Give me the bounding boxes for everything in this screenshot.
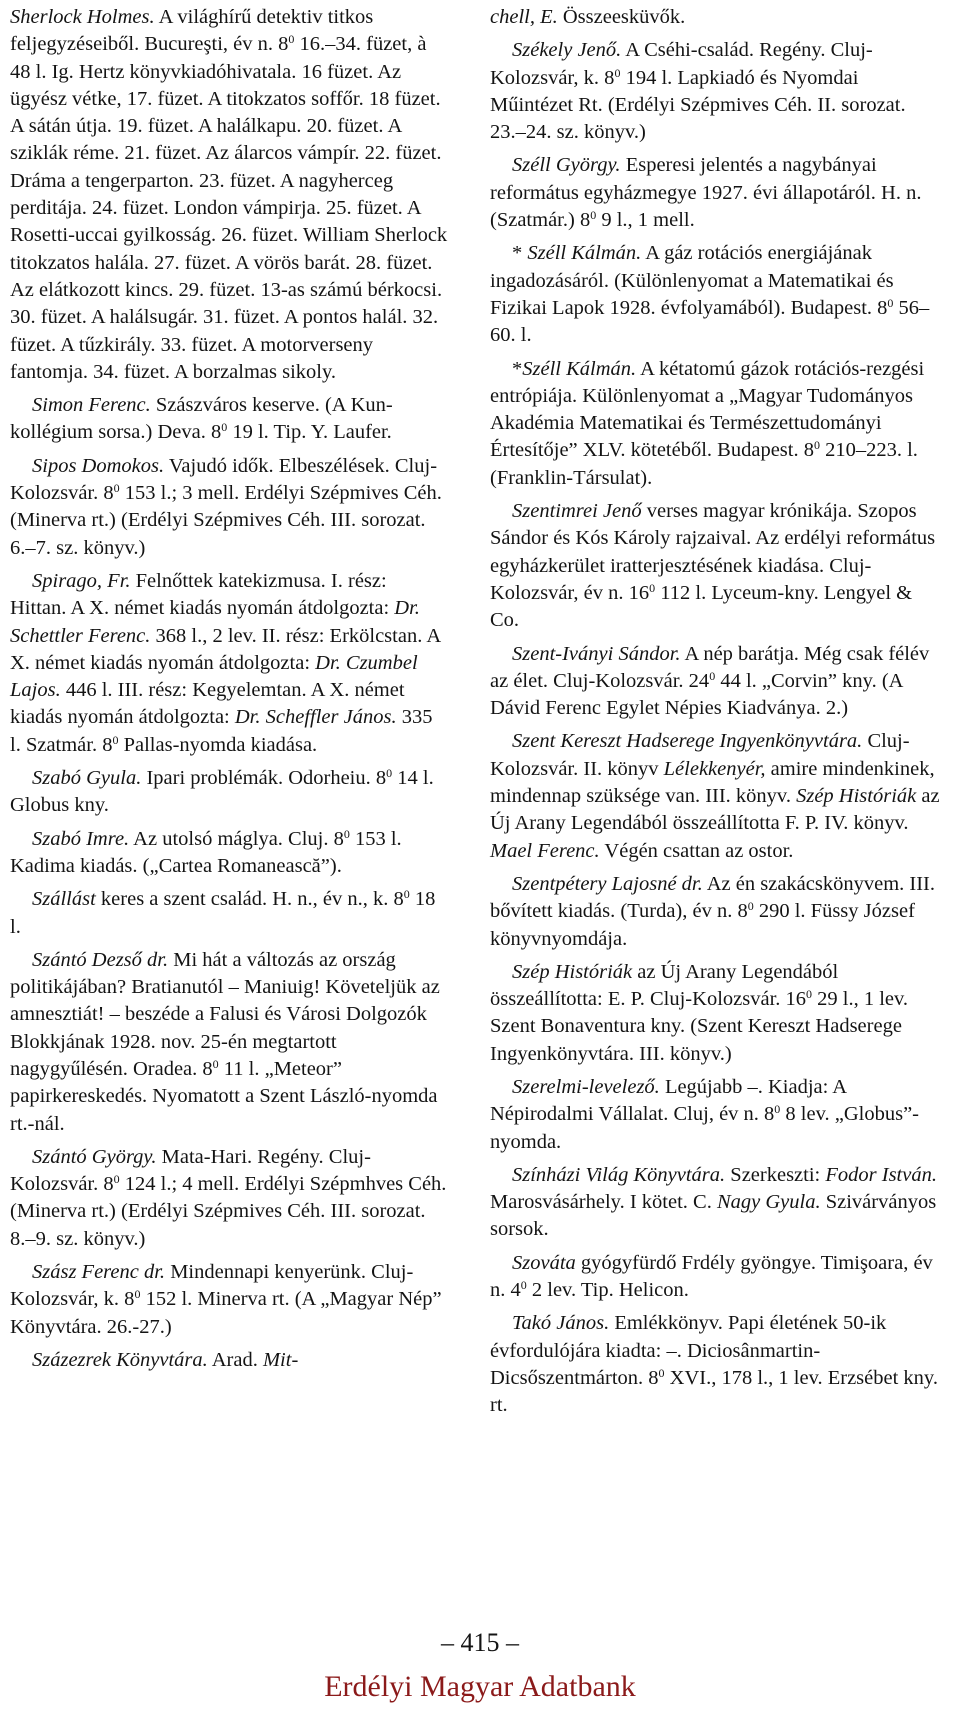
entry-text: 290 l. Füssy József könyvnyomdája.	[490, 900, 915, 950]
entry-text: 11 l. „Meteor” papirkereskedés. Nyomatott a Szent László-nyomda rt.-nál.	[10, 1057, 438, 1135]
entry-text: Ipari problémák. Odorheiu. 8	[141, 767, 387, 790]
entry-text: 19 l. Tip. Y. Laufer.	[227, 421, 392, 444]
bibliography-entry	[10, 1144, 448, 1253]
entry-text: Az utolsó máglya. Cluj. 8	[129, 827, 344, 850]
entry-author: Szentimrei Jenő	[512, 500, 642, 523]
entry-text: Marosvásárhely. I kötet. C.	[490, 1191, 717, 1214]
format-superscript: 0	[113, 481, 120, 496]
entry-text: Az én szakácskönyvem. III. bővített kiadás. (Turda), év n. 8	[490, 872, 935, 923]
format-superscript: 0	[212, 1056, 219, 1071]
format-superscript: 0	[221, 420, 228, 435]
bibliography-entry	[490, 1162, 940, 1244]
entry-text: Legújabb –. Kiadja: A Népirodalmi Vállalat. Cluj, év n. 8	[490, 1075, 846, 1126]
entry-text: Szivárványos sorsok.	[490, 1191, 937, 1241]
entry-text: 446 l. III. rész: Kegyelemtan. A X. német kiadás nyomán átdolgozta:	[10, 679, 405, 729]
entry-italic-text: Dr. Schettler Ferenc.	[10, 597, 420, 647]
entry-author: Szállást	[32, 888, 96, 911]
entry-text: *	[512, 242, 528, 265]
entry-italic-text: Lélekkenyér,	[663, 757, 766, 780]
entry-italic-text: Mit-	[262, 1348, 299, 1371]
footer-watermark: Erdélyi Magyar Adatbank	[324, 1670, 636, 1703]
bibliography-entry	[490, 1250, 940, 1305]
entry-text: 9 l., 1 mell.	[596, 209, 695, 232]
entry-text: A gáz rotációs energiájának ingadozásáról. (Különlenyomat a Matematikai és Fizikai Lapok 1928. évfolyamából). Budapest. 8	[490, 242, 894, 319]
bibliography-entry	[490, 4, 940, 31]
entry-author: Széll György.	[512, 154, 621, 177]
entry-author: Szentpétery Lajosné dr.	[512, 872, 703, 895]
entry-italic-text: Mael Ferenc.	[490, 839, 600, 862]
entry-text: 14 l. Globus kny.	[10, 767, 434, 817]
entry-author: Százezrek Könyvtára.	[32, 1348, 208, 1371]
entry-text: Esperesi jelentés a nagybányai református egyházmegye 1927. évi állapotáról. H. n. (Szatmár.) 8	[490, 154, 922, 232]
bibliography-entry	[10, 826, 448, 881]
entry-author: Takó János.	[512, 1312, 610, 1335]
entry-author: Spirago, Fr.	[32, 569, 131, 592]
format-superscript: 0	[590, 208, 597, 223]
entry-author: Szántó György.	[32, 1145, 157, 1168]
entry-author: Szántó Dezső dr.	[32, 948, 169, 971]
bibliography-entry	[490, 728, 940, 864]
entry-text: az Új Arany Legendából összeállította: E. P. Cluj-Kolozsvár. 16	[490, 960, 839, 1011]
format-superscript: 0	[288, 32, 295, 47]
bibliography-entry	[490, 641, 940, 723]
entry-text: Vajudó idők. Elbeszélések. Cluj-Kolozsvár. 8	[10, 454, 438, 505]
entry-text: 153 l. Kadima kiadás. („Cartea Romanească”).	[10, 827, 402, 877]
bibliography-entry	[10, 1347, 448, 1374]
bibliography-entry	[490, 37, 940, 146]
entry-text: A kétatomú gázok rotációs-rezgési entrópiája. Különlenyomat a „Magyar Tudományos Akadémia Matematikai és Természettudományi Értesítője” XLV. kötetéből. Budapest. 8	[490, 357, 925, 462]
bibliography-entry	[10, 453, 448, 562]
entry-author: Sipos Domokos.	[32, 454, 165, 477]
entry-text: Emlékkönyv. Papi életének 50-ik évfordulójára kiadta: –. Diciosânmartin-Dicsőszentmárton. 8	[490, 1312, 887, 1389]
entry-text: *	[512, 357, 523, 380]
format-superscript: 0	[747, 899, 754, 914]
format-superscript: 0	[774, 1102, 781, 1117]
entry-italic-text: Nagy Gyula.	[716, 1191, 821, 1214]
bibliography-entry	[10, 886, 448, 941]
entry-text: Mata-Hari. Regény. Cluj-Kolozsvár. 8	[10, 1145, 371, 1196]
entry-text: 335 l. Szatmár. 8	[10, 706, 433, 756]
entry-text: gyógyfürdő Frdély gyöngye. Timişoara, év n. 4	[490, 1251, 933, 1302]
entry-text: 56–60. l.	[490, 296, 930, 347]
entry-text: 210–223. l. (Franklin-Társulat).	[490, 439, 918, 489]
bibliography-entry	[490, 1310, 940, 1419]
bibliography-entry	[10, 568, 448, 759]
format-superscript: 0	[343, 826, 350, 841]
entry-author: Szép Históriák	[512, 960, 633, 983]
entry-text: Összeesküvők.	[557, 6, 686, 28]
entry-text: A világhírű detektiv titkos feljegyzéseiből. Bucureşti, év n. 8	[10, 6, 374, 56]
format-superscript: 0	[658, 1365, 665, 1380]
entry-text: 2 lev. Tip. Helicon.	[526, 1279, 689, 1302]
entry-text: 8 lev. „Globus”-nyomda.	[490, 1103, 920, 1153]
bibliography-entry	[10, 392, 448, 447]
entry-author: Székely Jenő.	[512, 39, 622, 62]
entry-italic-text: Dr. Czumbel Lajos.	[10, 651, 418, 702]
format-superscript: 0	[112, 732, 119, 747]
bibliography-entry	[10, 1259, 448, 1341]
left-column	[10, 4, 448, 1380]
entry-author: Széll Kálmán.	[527, 242, 642, 265]
bibliography-entry	[490, 1074, 940, 1156]
entry-author: Szent-Iványi Sándor.	[512, 642, 681, 665]
entry-text: 152 l. Minerva rt. (A „Magyar Nép” Könyvtára. 26.-27.)	[10, 1288, 442, 1338]
page-number: – 415 –	[441, 1628, 519, 1657]
entry-text: 153 l.; 3 mell. Erdélyi Szépmives Céh. (Minerva rt.) (Erdélyi Szépmives Céh. III. sorozat. 6.–7. sz. könyv.)	[10, 482, 442, 559]
entry-text: Felnőttek katekizmusa. I. rész: Hittan. A X. német kiadás nyomán átdolgozta:	[10, 569, 395, 620]
entry-text: Pallas-nyomda kiadása.	[118, 733, 318, 756]
entry-author: Szabó Imre.	[32, 827, 130, 850]
entry-text: 112 l. Lyceum-kny. Lengyel & Co.	[490, 581, 913, 632]
entry-italic-text: chell, E.	[490, 6, 558, 28]
entry-text: Mi hát a változás az ország politikájában? Bratianutól – Maniuig! Követeljük az amnesztiát! – beszéde a Falusi és Városi Dolgozók Blokkjának 1928. nov. 25-én megtartott nagygyűlésén. Oradea. 8	[10, 948, 440, 1080]
entry-text: A nép barátja. Még csak félév az élet. Cluj-Kolozsvár. 24	[490, 642, 930, 692]
format-superscript: 0	[709, 668, 716, 683]
entry-author: Szabó Gyula.	[32, 767, 142, 790]
entry-text: 18 l.	[10, 888, 436, 938]
entry-author: Színházi Világ Könyvtára.	[512, 1163, 726, 1186]
format-superscript: 0	[113, 1172, 120, 1187]
bibliography-entry	[490, 498, 940, 634]
entry-text: Cluj-Kolozsvár. II. könyv	[490, 730, 910, 780]
entry-author: Szász Ferenc dr.	[32, 1261, 166, 1284]
format-superscript: 0	[614, 65, 621, 80]
entry-author: Széll Kálmán.	[522, 357, 637, 380]
entry-text: Végén csattan az ostor.	[599, 839, 794, 862]
entry-text: Szerkeszti:	[725, 1163, 826, 1186]
entry-text: 44 l. „Corvin” kny. (A Dávid Ferenc Egylet Népies Kiadványa. 2.)	[490, 669, 903, 720]
bibliography-entry	[490, 240, 940, 349]
entry-text: Arad.	[207, 1348, 263, 1371]
entry-text: 368 l., 2 lev. II. rész: Erkölcstan. A X. német kiadás nyomán átdolgozta:	[10, 624, 440, 674]
format-superscript: 0	[813, 438, 820, 453]
format-superscript: 0	[649, 580, 656, 595]
entry-text: az Új Arany Legendából összeállította F. P. IV. könyv.	[490, 785, 940, 835]
format-superscript: 0	[520, 1278, 527, 1293]
bibliography-entry	[490, 871, 940, 953]
entry-text: 124 l.; 4 mell. Erdélyi Szépmhves Céh. (Minerva rt.) (Erdélyi Szépmives Céh. III. sorozat. 8.–9. sz. könyv.)	[10, 1173, 447, 1250]
entry-text: keres a szent család. H. n., év n., k. 8	[95, 888, 404, 911]
entry-text: verses magyar krónikája. Szopos Sándor és Kós Károly rajzaival. Az erdélyi református egyházkerület iratterjesztésének kiadása. Cluj-Kolozsvár, év n. 16	[490, 500, 936, 604]
format-superscript: 0	[386, 766, 393, 781]
bibliography-entry	[10, 947, 448, 1138]
format-superscript: 0	[134, 1287, 141, 1302]
entry-author: Szent Kereszt Hadserege Ingyenkönyvtára.	[512, 730, 863, 753]
entry-author: Sherlock Holmes.	[10, 6, 155, 28]
format-superscript: 0	[403, 887, 410, 902]
entry-text: Mindennapi kenyerünk. Cluj-Kolozsvár, k. 8	[10, 1261, 414, 1311]
entry-author: Simon Ferenc.	[32, 394, 151, 417]
right-column	[490, 4, 940, 1426]
entry-text: XVI., 178 l., 1 lev. Erzsébet kny. rt.	[490, 1366, 938, 1417]
entry-italic-text: Fodor István.	[825, 1163, 937, 1186]
entry-text: Szászváros keserve. (A Kun-kollégium sorsa.) Deva. 8	[10, 394, 393, 444]
entry-text: A Cséhi-család. Regény. Cluj-Kolozsvár, k. 8	[490, 39, 873, 89]
format-superscript: 0	[887, 295, 894, 310]
entry-text: amire mindenkinek, mindennap szüksége van. III. könyv.	[490, 757, 935, 808]
bibliography-entry	[10, 765, 448, 820]
entry-author: Szováta	[512, 1251, 576, 1274]
format-superscript: 0	[806, 987, 813, 1002]
bibliography-entry	[490, 959, 940, 1068]
entry-text: 194 l. Lapkiadó és Nyomdai Műintézet Rt. (Erdélyi Szépmives Céh. II. sorozat. 23.–24. sz. könyv.)	[490, 66, 906, 144]
entry-text: 16.–34. füzet, à 48 l. Ig. Hertz könyvkiadóhivatala. 16 füzet. Az ügyész vétke, 17. füzet. A titokzatos soffőr. 18 füzet. A sátán útja. 19. füzet. A halálkapu. 20. füzet. A sziklák réme. 21. füzet. Az álarcos vámpír. 22. füzet. Dráma a tengerparton. 23. füzet. A nagyherceg perditája. 24. füzet. London vámpirja. 25. füzet. A Rosetti-uccai gyilkosság. 26. füzet. William Sherlock titokzatos halála. 27. füzet. A vörös barát. 28. füzet. Az elátkozott kincs. 29. füzet. 13-as számú bérkocsi. 30. füzet. A halálsugár. 31. füzet. A pontos halál. 32. füzet. A tűzkirály. 33. füzet. A motorverseny fantomja. 34. füzet. A borzalmas sikoly.	[10, 33, 448, 383]
bibliography-entry	[10, 4, 448, 386]
bibliography-entry	[490, 356, 940, 492]
entry-italic-text: Dr. Scheffler János.	[234, 706, 397, 729]
bibliography-entry	[490, 152, 940, 234]
entry-author: Szerelmi-levelező.	[512, 1075, 660, 1098]
entry-text: 29 l., 1 lev. Szent Bonaventura kny. (Szent Kereszt Hadserege Ingyenkönyvtára. III. könyv.)	[490, 988, 909, 1065]
entry-italic-text: Szép Históriák	[796, 785, 917, 808]
